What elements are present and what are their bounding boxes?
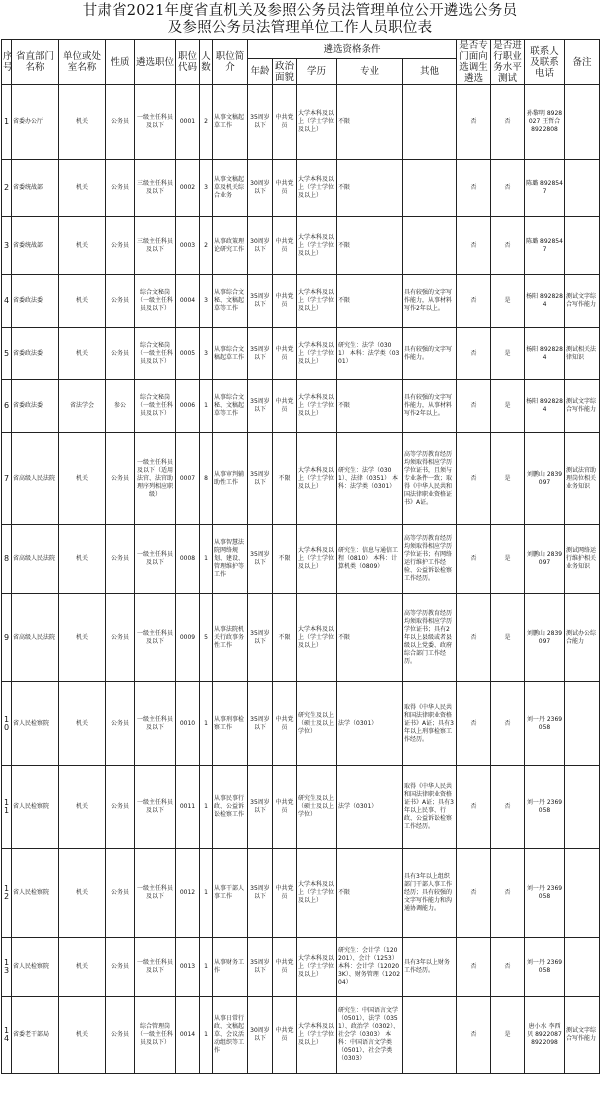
cell-major: 不限 [337,217,403,275]
cell-brief: 从事日常行政、文稿起草、会议活动组织等工作 [213,997,248,1074]
cell-seq: 9 [2,594,12,682]
cell-seq: 2 [2,160,12,217]
cell-political: 中共党员 [273,275,297,328]
cell-age: 30周岁以下 [248,997,273,1074]
cell-dept: 省委老干部局 [12,997,59,1074]
cell-nature: 公务员 [106,682,135,766]
cell-seq: 1 [2,85,12,160]
cell-office: 机关 [59,594,106,682]
cell-contact: 刘一丹 2369058 [525,682,565,766]
header-position: 遴选职位 [135,40,176,85]
cell-brief: 从事文稿起草工作 [213,85,248,160]
cell-test: 否 [491,682,525,766]
cell-office: 机关 [59,328,106,380]
cell-age: 35周岁以下 [248,275,273,328]
cell-political: 中共党员 [273,217,297,275]
cell-brief: 从事民事行政、公益诉讼检察工作 [213,766,248,849]
table-row [2,594,600,682]
cell-education: 大学本科及以上（学士学位及以上） [297,85,337,160]
cell-code: 0014 [176,997,200,1074]
cell-transfer: 否 [457,849,491,938]
cell-code: 0006 [176,380,200,433]
cell-nature: 公务员 [106,328,135,380]
cell-position: 一级主任科员及以下 [135,682,176,766]
cell-transfer: 否 [457,682,491,766]
cell-nature: 公务员 [106,594,135,682]
cell-major: 不限 [337,160,403,217]
cell-dept: 省人民检察院 [12,938,59,997]
cell-education: 大学本科及以上（学士学位及以上） [297,275,337,328]
cell-age: 35周岁以下 [248,938,273,997]
cell-transfer: 否 [457,997,491,1074]
table-row [2,849,600,938]
header-count: 人数 [200,40,213,85]
cell-position: 综合文秘岗（一级主任科员及以下） [135,380,176,433]
cell-code: 0002 [176,160,200,217]
cell-seq: 10 [2,682,12,766]
cell-contact: 刘一丹 2369058 [525,938,565,997]
cell-position: 综合文秘岗（一级主任科员及以下） [135,328,176,380]
cell-contact: 杨阳 8928284 [525,275,565,328]
cell-office: 机关 [59,766,106,849]
cell-other: 具有较强的文字写作能力。 [403,328,457,380]
cell-test: 是 [491,594,525,682]
cell-education: 研究生及以上（硕士及以上学位） [297,682,337,766]
cell-count: 1 [200,766,213,849]
header-political: 政治面貌 [273,59,297,85]
cell-education: 研究生及以上（硕士及以上学位） [297,766,337,849]
cell-dept: 省高级人民法院 [12,594,59,682]
table-row [2,997,600,1074]
document-title [0,0,600,39]
cell-code: 0003 [176,217,200,275]
cell-education: 大学本科及以上（学士学位及以上） [297,849,337,938]
cell-position: 三级主任科员及以下 [135,160,176,217]
cell-office: 机关 [59,525,106,594]
cell-age: 35周岁以下 [248,433,273,525]
cell-code: 0008 [176,525,200,594]
cell-other: 高等学历教育经历均须取得相应学历学位证书；有网络运行维护工作经验、公益诉讼检察工作经历。 [403,525,457,594]
cell-contact: 刘鹏山 2839097 [525,525,565,594]
cell-brief: 从事干部人事工作 [213,849,248,938]
cell-brief: 从事法院机关行政事务性工作 [213,594,248,682]
cell-dept: 省委政法委 [12,380,59,433]
cell-education: 大学本科及以上（学士学位及以上） [297,217,337,275]
cell-major: 法学（0301） [337,682,403,766]
cell-political: 不限 [273,594,297,682]
cell-age: 35周岁以下 [248,380,273,433]
cell-remark: 测试相关法律知识 [565,328,600,380]
cell-education: 大学本科及以上（学士学位及以上） [297,380,337,433]
header-office: 单位或处室名称 [59,40,106,85]
cell-code: 0007 [176,433,200,525]
cell-major: 研究生：法学（0301）、法律（0351） 本科：法学类（0301） [337,433,403,525]
cell-test: 否 [491,849,525,938]
cell-office: 机关 [59,217,106,275]
cell-nature: 公务员 [106,433,135,525]
cell-political: 中共党员 [273,938,297,997]
cell-nature: 公务员 [106,275,135,328]
cell-nature: 公务员 [106,525,135,594]
cell-remark [565,85,600,160]
cell-test: 否 [491,766,525,849]
cell-dept: 省高级人民法院 [12,433,59,525]
cell-education: 大学本科及以上（学士学位及以上） [297,997,337,1074]
cell-major: 不限 [337,849,403,938]
header-transfer: 是否专门面向选调生遴选 [457,40,491,85]
cell-other: 具有较强的文字写作能力，从事材料写作2年以上。 [403,380,457,433]
cell-brief: 从事财务工作 [213,938,248,997]
cell-count: 1 [200,997,213,1074]
header-education: 学历 [297,59,337,85]
position-table [1,39,600,1074]
cell-major: 不限 [337,594,403,682]
table-row [2,766,600,849]
cell-education: 大学本科及以上（学士学位及以上） [297,525,337,594]
cell-nature: 公务员 [106,766,135,849]
cell-other: 取得《中华人民共和国法律职业资格证书》A证；具有3年以上民事、行政、公益诉讼检察工作经历。 [403,766,457,849]
header-remark: 备注 [565,40,600,85]
cell-position: 综合管理岗（一级主任科员及以下） [135,997,176,1074]
cell-brief: 从事综合文秘、文稿起草等工作 [213,380,248,433]
cell-dept: 省委统战部 [12,217,59,275]
cell-office: 机关 [59,849,106,938]
cell-seq: 4 [2,275,12,328]
cell-political: 中共党员 [273,380,297,433]
table-row [2,682,600,766]
table-row [2,328,600,380]
cell-transfer: 否 [457,594,491,682]
table-row [2,217,600,275]
cell-other [403,997,457,1074]
cell-test: 是 [491,433,525,525]
cell-contact: 刘一丹 2369058 [525,849,565,938]
cell-transfer: 否 [457,525,491,594]
cell-age: 30周岁以下 [248,217,273,275]
cell-remark: 测试文字综合写作能力 [565,275,600,328]
header-seq: 序号 [2,40,12,85]
cell-position: 一级主任科员及以下 [135,766,176,849]
cell-contact: 陈璐 8928547 [525,160,565,217]
cell-office: 机关 [59,85,106,160]
cell-code: 0012 [176,849,200,938]
cell-test: 否 [491,85,525,160]
cell-transfer: 否 [457,433,491,525]
cell-transfer: 否 [457,380,491,433]
cell-transfer: 否 [457,85,491,160]
cell-political: 不限 [273,525,297,594]
cell-contact: 刘一丹 2369058 [525,766,565,849]
cell-nature: 参公 [106,380,135,433]
header-nature: 性质 [106,40,135,85]
cell-test: 是 [491,275,525,328]
cell-major: 不限 [337,85,403,160]
cell-dept: 省委统战部 [12,160,59,217]
cell-transfer: 否 [457,275,491,328]
cell-nature: 公务员 [106,938,135,997]
header-row-1 [2,40,600,59]
cell-other [403,217,457,275]
cell-count: 8 [200,433,213,525]
cell-remark [565,217,600,275]
cell-other: 高等学历教育经历均须取得相应学历学位证书，且须与专业条件一致；取得《中华人民共和国法律职业资格证书》A证。 [403,433,457,525]
cell-major: 研究生：中国语言文学（0501）、法学（0351）、政治学（0302）、社会学（0303） 本科：中国语言文学类（0501）、社会学类（0303） [337,997,403,1074]
table-row [2,275,600,328]
table-row [2,938,600,997]
cell-brief: 从事刑事检察工作 [213,682,248,766]
cell-dept: 省委办公厅 [12,85,59,160]
cell-brief: 从事文稿起草及机关综合业务 [213,160,248,217]
table-row [2,525,600,594]
cell-count: 5 [200,594,213,682]
cell-remark [565,682,600,766]
cell-contact: 刘鹏山 2839097 [525,594,565,682]
cell-count: 1 [200,380,213,433]
cell-major: 不限 [337,380,403,433]
cell-remark [565,849,600,938]
cell-code: 0009 [176,594,200,682]
cell-position: 三级主任科员及以下 [135,217,176,275]
title-line-2: 及参照公务员法管理单位工作人员职位表 [167,20,433,36]
cell-education: 大学本科及以上（学士学位及以上） [297,160,337,217]
cell-age: 35周岁以下 [248,594,273,682]
cell-age: 35周岁以下 [248,766,273,849]
cell-code: 0011 [176,766,200,849]
cell-test: 是 [491,328,525,380]
cell-count: 1 [200,938,213,997]
cell-count: 3 [200,328,213,380]
cell-test: 否 [491,938,525,997]
cell-major: 法学（0301） [337,766,403,849]
cell-education: 大学本科及以上（学士学位及以上） [297,938,337,997]
cell-political: 中共党员 [273,682,297,766]
cell-contact: 唐小水 李西贝 8922087 8922098 [525,997,565,1074]
cell-age: 35周岁以下 [248,525,273,594]
cell-transfer: 否 [457,328,491,380]
cell-political: 中共党员 [273,160,297,217]
cell-other: 具有3年以上财务工作经历。 [403,938,457,997]
header-major: 专业 [337,59,403,85]
cell-education: 大学本科及以上（学士学位及以上） [297,328,337,380]
cell-code: 0010 [176,682,200,766]
cell-office: 机关 [59,938,106,997]
cell-education: 大学本科及以上（学士学位及以上） [297,594,337,682]
cell-other: 高等学历教育经历均须取得相应学历学位证书；具有2年以上县级或者县级以上党委、政府综合部门工作经历。 [403,594,457,682]
cell-remark: 测试文字综合写作能力 [565,380,600,433]
header-age: 年龄 [248,59,273,85]
cell-remark: 测试网络运行维护相关业务知识 [565,525,600,594]
cell-transfer: 否 [457,766,491,849]
title-line-1: 甘肃省2021年度省直机关及参照公务员法管理单位公开遴选公务员 [82,3,518,19]
cell-count: 1 [200,525,213,594]
cell-seq: 7 [2,433,12,525]
table-row [2,380,600,433]
header-other: 其他 [403,59,457,85]
cell-seq: 6 [2,380,12,433]
cell-transfer: 否 [457,160,491,217]
cell-major: 不限 [337,275,403,328]
table-body [2,85,600,1074]
cell-dept: 省高级人民法院 [12,525,59,594]
cell-nature: 公务员 [106,997,135,1074]
cell-remark: 测试法官助理岗位相关业务知识 [565,433,600,525]
cell-test: 是 [491,997,525,1074]
cell-dept: 省委政法委 [12,328,59,380]
table-row [2,85,600,160]
cell-brief: 从事综合文稿起草工作 [213,328,248,380]
cell-major: 研究生：信息与通信工程（0810） 本科：计算机类（0809） [337,525,403,594]
cell-political: 中共党员 [273,997,297,1074]
cell-seq: 13 [2,938,12,997]
cell-age: 35周岁以下 [248,85,273,160]
cell-political: 不限 [273,433,297,525]
cell-position: 一级主任科员及以下 [135,594,176,682]
cell-political: 中共党员 [273,849,297,938]
cell-remark [565,766,600,849]
cell-test: 是 [491,380,525,433]
cell-seq: 11 [2,766,12,849]
header-contact: 联系人及联系电话 [525,40,565,85]
cell-count: 3 [200,160,213,217]
cell-seq: 3 [2,217,12,275]
cell-seq: 8 [2,525,12,594]
cell-contact: 刘鹏山 2839097 [525,433,565,525]
cell-other: 具有较强的文字写作能力，从事材料写作2年以上。 [403,275,457,328]
cell-nature: 公务员 [106,85,135,160]
cell-count: 2 [200,85,213,160]
cell-code: 0001 [176,85,200,160]
cell-remark [565,938,600,997]
header-dept: 省直部门名称 [12,40,59,85]
cell-office: 省法学会 [59,380,106,433]
table-row [2,433,600,525]
cell-age: 35周岁以下 [248,682,273,766]
cell-nature: 公务员 [106,217,135,275]
cell-office: 机关 [59,433,106,525]
cell-remark [565,160,600,217]
cell-office: 机关 [59,682,106,766]
cell-political: 中共党员 [273,328,297,380]
cell-other: 取得《中华人民共和国法律职业资格证书》A证；具有3年以上刑事检察工作经历。 [403,682,457,766]
cell-remark: 测试办公综合能力 [565,594,600,682]
cell-contact: 杨阳 8928284 [525,380,565,433]
cell-test: 否 [491,217,525,275]
cell-test: 否 [491,160,525,217]
cell-office: 机关 [59,997,106,1074]
cell-brief: 从事智慧法院网络规划、建设、管理维护等工作 [213,525,248,594]
cell-seq: 12 [2,849,12,938]
cell-transfer: 否 [457,217,491,275]
header-test: 是否进行职业务水平测试 [491,40,525,85]
cell-nature: 公务员 [106,849,135,938]
cell-age: 35周岁以下 [248,328,273,380]
cell-position: 一级主任科员及以下 [135,525,176,594]
header-brief: 职位简介 [213,40,248,85]
cell-political: 中共党员 [273,766,297,849]
cell-age: 30周岁以下 [248,160,273,217]
cell-dept: 省人民检察院 [12,766,59,849]
cell-office: 机关 [59,275,106,328]
cell-brief: 从事综合文秘、文稿起草等工作 [213,275,248,328]
cell-code: 0004 [176,275,200,328]
cell-seq: 5 [2,328,12,380]
cell-office: 机关 [59,160,106,217]
cell-count: 3 [200,275,213,328]
cell-remark: 测试文字综合写作能力 [565,997,600,1074]
cell-position: 一级主任科员及以下 [135,938,176,997]
header-conditions: 遴选资格条件 [248,40,457,59]
cell-test: 是 [491,525,525,594]
cell-dept: 省委政法委 [12,275,59,328]
cell-political: 中共党员 [273,85,297,160]
cell-brief: 从事审判辅助性工作 [213,433,248,525]
cell-code: 0005 [176,328,200,380]
table-row [2,160,600,217]
cell-contact: 陈璐 8928547 [525,217,565,275]
cell-position: 一级主任科员及以下 [135,849,176,938]
cell-seq: 14 [2,997,12,1074]
cell-nature: 公务员 [106,160,135,217]
cell-other [403,85,457,160]
cell-other: 具有3年以上组织部门干部人事工作经历；具有较强的文字写作能力和沟通协调能力。 [403,849,457,938]
cell-other [403,160,457,217]
cell-major: 研究生：会计学（120201）、会计（1253） 本科：会计学（120203K）、财务管理（120204） [337,938,403,997]
cell-contact: 孙黎明 8928027 王哲合 8922808 [525,85,565,160]
cell-education: 大学本科及以上（学士学位及以上） [297,433,337,525]
cell-code: 0013 [176,938,200,997]
cell-transfer: 否 [457,938,491,997]
cell-contact: 杨阳 8928284 [525,328,565,380]
cell-dept: 省人民检察院 [12,849,59,938]
cell-dept: 省人民检察院 [12,682,59,766]
header-code: 职位代码 [176,40,200,85]
cell-brief: 从事政策理论研究工作 [213,217,248,275]
cell-count: 1 [200,682,213,766]
cell-major: 研究生：法学（0301） 本科：法学类（0301） [337,328,403,380]
cell-count: 1 [200,849,213,938]
cell-position: 综合文秘岗（一级主任科员及以下） [135,275,176,328]
cell-age: 35周岁以下 [248,849,273,938]
cell-position: 一级主任科员及以下 [135,85,176,160]
cell-position: 一级主任科员及以下（适用法官、法官助理序列相应职级） [135,433,176,525]
cell-count: 2 [200,217,213,275]
